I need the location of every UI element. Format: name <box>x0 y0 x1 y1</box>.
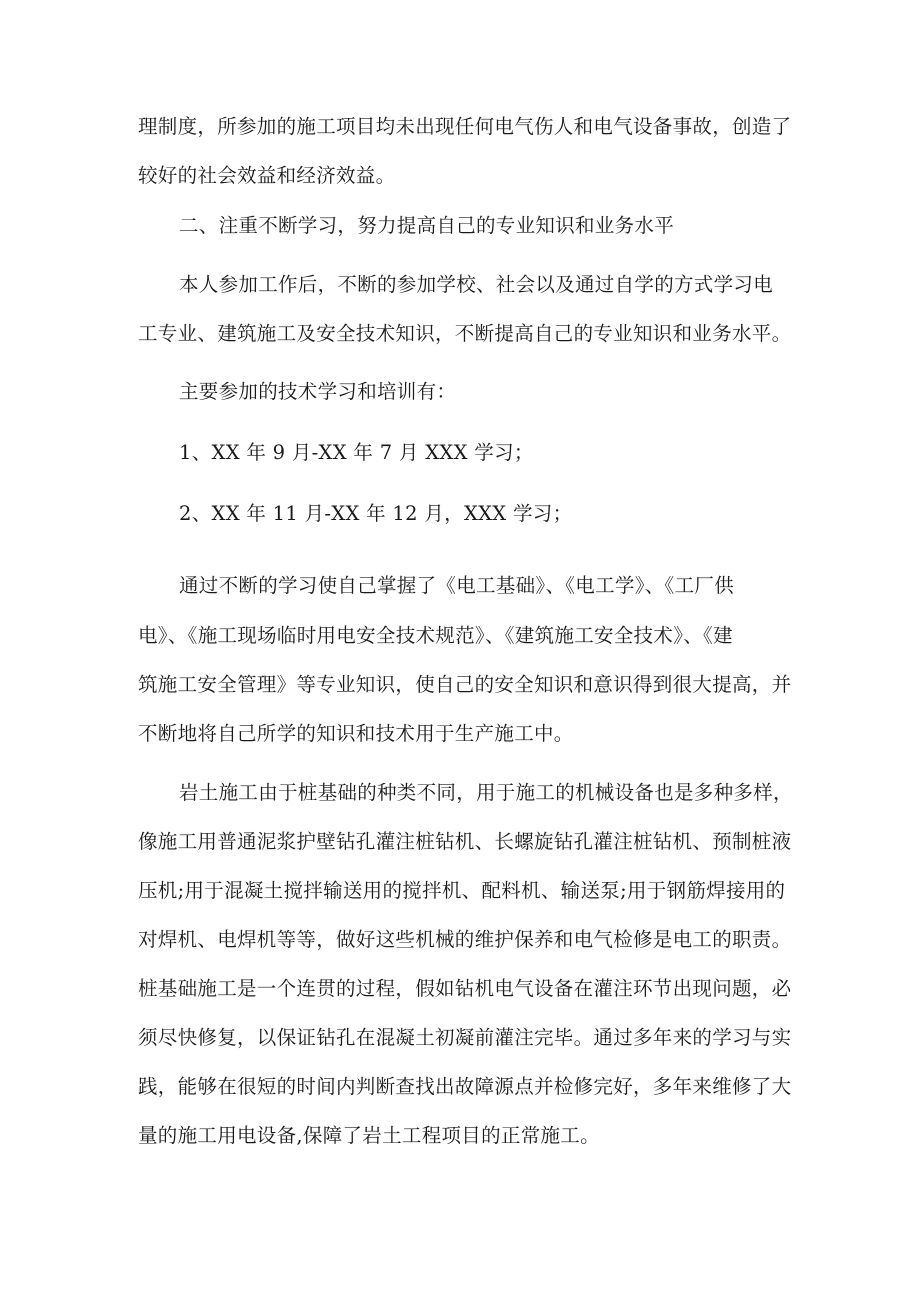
paragraph-line: 主要参加的技术学习和培训有： <box>179 380 457 403</box>
paragraph-line: 量的施工用电设备,保障了岩土工程项目的正常施工。 <box>138 1124 600 1147</box>
paragraph-line: 电》、《施工现场临时用电安全技术规范》、《建筑施工安全技术》、《建 <box>138 624 733 647</box>
paragraph-line: 较好的社会效益和经济效益。 <box>138 164 396 187</box>
paragraph-line: 本人参加工作后，不断的参加学校、社会以及通过自学的方式学习电 <box>179 273 774 296</box>
paragraph-line: 须尽快修复，以保证钻孔在混凝土初凝前灌注完毕。通过多年来的学习与实 <box>138 1026 792 1049</box>
paragraph-line: 像施工用普通泥浆护壁钻孔灌注桩钻机、长螺旋钻孔灌注桩钻机、预制桩液 <box>138 830 792 853</box>
paragraph-line: 不断地将自己所学的知识和技术用于生产施工中。 <box>138 722 574 745</box>
list-item: 2、XX 年 11 月-XX 年 12 月，XXX 学习； <box>179 502 573 525</box>
paragraph-line: 桩基础施工是一个连贯的过程，假如钻机电气设备在灌注环节出现问题，必 <box>138 977 792 1000</box>
paragraph-line: 压机;用于混凝土搅拌输送用的搅拌机、配料机、输送泵;用于钢筋焊接用的 <box>138 879 786 902</box>
paragraph-line: 理制度，所参加的施工项目均未出现任何电气伤人和电气设备事故，创造了 <box>138 115 792 138</box>
paragraph-line: 通过不断的学习使自己掌握了《电工基础》、《电工学》、《工厂供 <box>179 574 735 597</box>
list-item: 1、XX 年 9 月-XX 年 7 月 XXX 学习； <box>179 441 534 464</box>
paragraph-line: 筑施工安全管理》等专业知识，使自己的安全知识和意识得到很大提高，并 <box>138 673 792 696</box>
section-heading: 二、注重不断学习，努力提高自己的专业知识和业务水平 <box>179 214 675 237</box>
paragraph-line: 对焊机、电焊机等等，做好这些机械的维护保养和电气检修是电工的职责。 <box>138 928 792 951</box>
paragraph-line: 践，能够在很短的时间内判断查找出故障源点并检修完好，多年来维修了大 <box>138 1075 792 1098</box>
paragraph-line: 工专业、建筑施工及安全技术知识，不断提高自己的专业知识和业务水平。 <box>138 322 792 345</box>
paragraph-line: 岩土施工由于桩基础的种类不同，用于施工的机械设备也是多种多样， <box>179 781 793 804</box>
